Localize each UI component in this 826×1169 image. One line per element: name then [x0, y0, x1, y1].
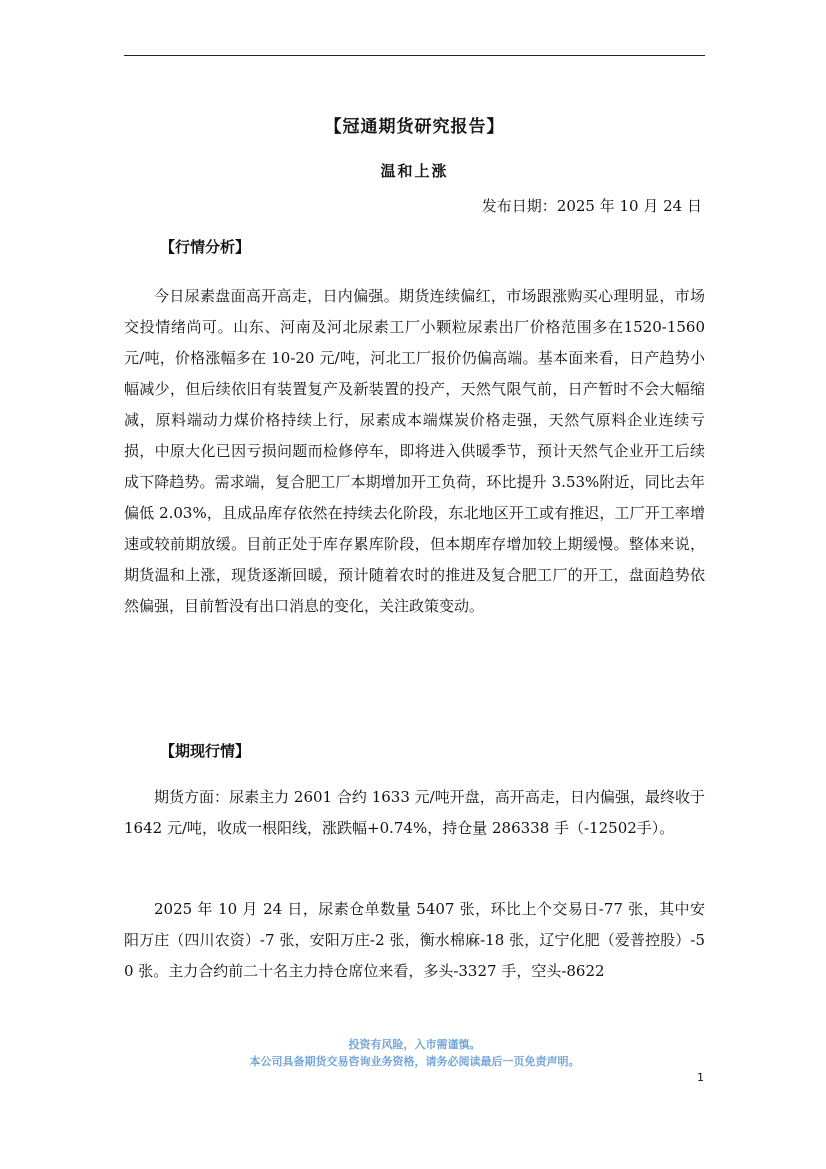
report-title: 【冠通期货研究报告】 [324, 117, 505, 137]
section-heading-market: 【期现行情】 [160, 742, 251, 760]
futures-paragraph: 期货方面：尿素主力 2601 合约 1633 元/吨开盘，高开高走，日内偏强，最终收于 1642 元/吨，收成一根阳线，涨跌幅+0.74%，持仓量 286338 手（-12502手）。 [124, 788, 705, 837]
disclaimer-line-2: 本公司具备期货交易咨询业务资格，请务必阅读最后一页免责声明。 [249, 1055, 580, 1068]
report-subtitle: 温和上涨 [380, 162, 449, 180]
page-number: 1 [697, 1071, 704, 1084]
header-rule [124, 55, 705, 56]
publish-date: 发布日期：2025 年 10 月 24 日 [481, 197, 702, 215]
section-heading-analysis: 【行情分析】 [160, 238, 251, 256]
disclaimer-line-1: 投资有风险，入市需谨慎。 [348, 1038, 481, 1051]
risk-disclaimer [124, 1036, 705, 1070]
analysis-paragraph: 今日尿素盘面高开高走，日内偏强。期货连续偏红，市场跟涨购买心理明显，市场交投情绪尚可。山东、河南及河北尿素工厂小颗粒尿素出厂价格范围多在1520-1560 元/吨，价格涨幅多在 10-20 元/吨，河北工厂报价仍偏高端。基本面来看，日产趋势小幅减少，但后续依旧有装置复产及新装置的投产，天然气限气前，日产暂时不会大幅缩减，原料端动力煤价格持续上行，尿素成本端煤炭价格走强，天然气原料企业连续亏损，中原大化已因亏损问题而检修停车，即将进入供暖季节，预计天然气企业开工后续成下降趋势。需求端，复合肥工厂本期增加开工负荷，环比提升 3.53%附近，同比去年偏低 2.03%，且成品库存依然在持续去化阶段，东北地区开工或有推迟，工厂开工率增速或较前期放缓。目前正处于库存累库阶段，但本期库存增加较上期缓慢。整体来说，期货温和上涨，现货逐渐回暖，预计随着农时的推进及复合肥工厂的开工，盘面趋势依然偏强，目前暂没有出口消息的变化，关注政策变动。 [124, 287, 705, 615]
warehouse-paragraph: 2025 年 10 月 24 日，尿素仓单数量 5407 张，环比上个交易日-77 张，其中安阳万庄（四川农资）-7 张，安阳万庄-2 张，衡水棉麻-18 张，辽宁化肥（爱普控股）-50 张。主力合约前二十名主力持仓席位来看，多头-3327 手，空头-8622 [124, 900, 705, 980]
